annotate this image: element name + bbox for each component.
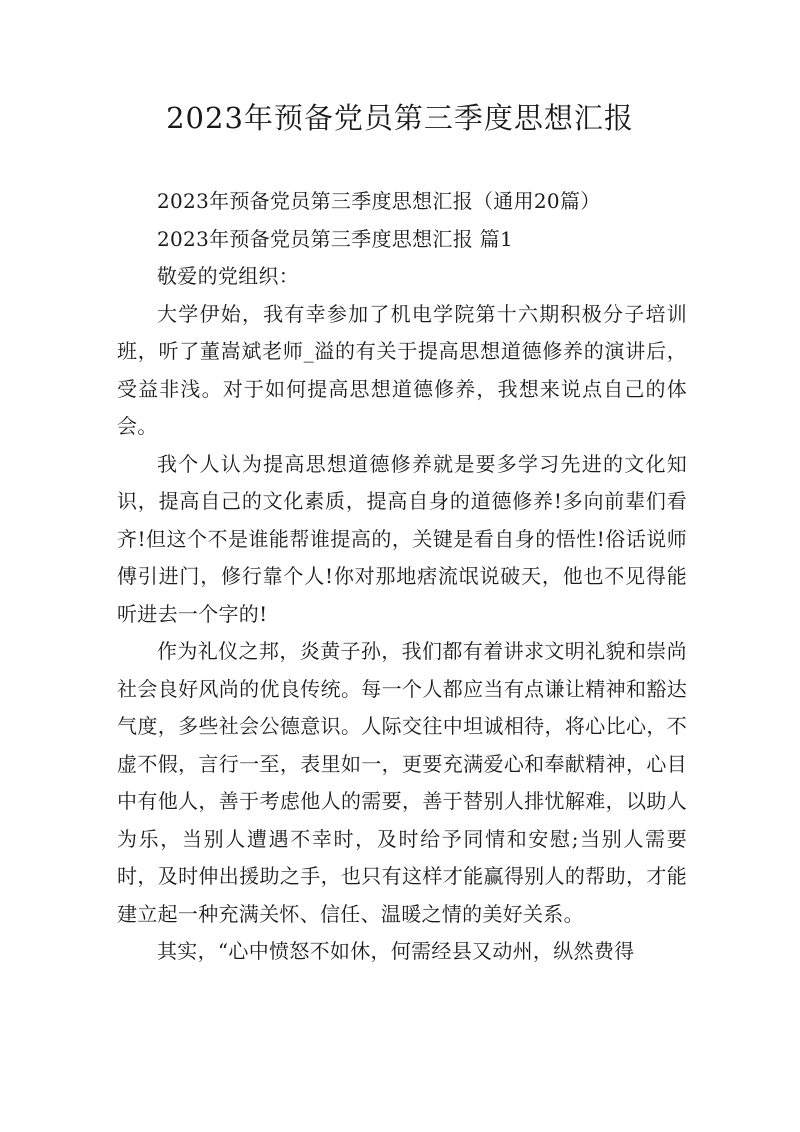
paragraph-3: 作为礼仪之邦，炎黄子孙，我们都有着讲求文明礼貌和崇尚社会良好风尚的优良传统。每一个人都应当有点谦让精神和豁达气度，多些社会公德意识。人际交往中坦诚相待，将心比心，不虚不假，言行一至，表里如一，更要充满爱心和奉献精神，心目中有他人，善于考虑他人的需要，善于替别人排忧解难，以助人为乐，当别人遭遇不幸时，及时给予同情和安慰;当别人需要时，及时伸出援助之手，也只有这样才能赢得别人的帮助，才能建立起一种充满关怀、信任、温暖之情的美好关系。 <box>117 639 687 926</box>
section-heading: 2023年预备党员第三季度思想汇报 篇1 <box>157 226 513 251</box>
paragraph-2: 我个人认为提高思想道德修养就是要多学习先进的文化知识，提高自己的文化素质，提高自身的道德修养!多向前辈们看齐!但这个不是谁能帮谁提高的，关键是看自身的悟性!俗话说师傅引进门，修行靠个人!你对那地痞流氓说破天，他也不见得能听进去一个字的! <box>117 451 687 626</box>
document-title: 2023年预备党员第三季度思想汇报 <box>166 101 634 135</box>
paragraph-1: 大学伊始，我有幸参加了机电学院第十六期积极分子培训班，听了董嵩斌老师_溢的有关于提高思想道德修养的演讲后，受益非浅。对于如何提高思想道德修养，我想来说点自己的体会。 <box>117 301 687 438</box>
salutation: 敬爱的党组织： <box>157 264 300 288</box>
paragraph-4: 其实，“心中愤怒不如休，何需经县又动州，纵然费得 <box>157 939 635 963</box>
document-subtitle: 2023年预备党员第三季度思想汇报（通用20篇） <box>157 189 601 213</box>
document-body <box>117 183 687 971</box>
